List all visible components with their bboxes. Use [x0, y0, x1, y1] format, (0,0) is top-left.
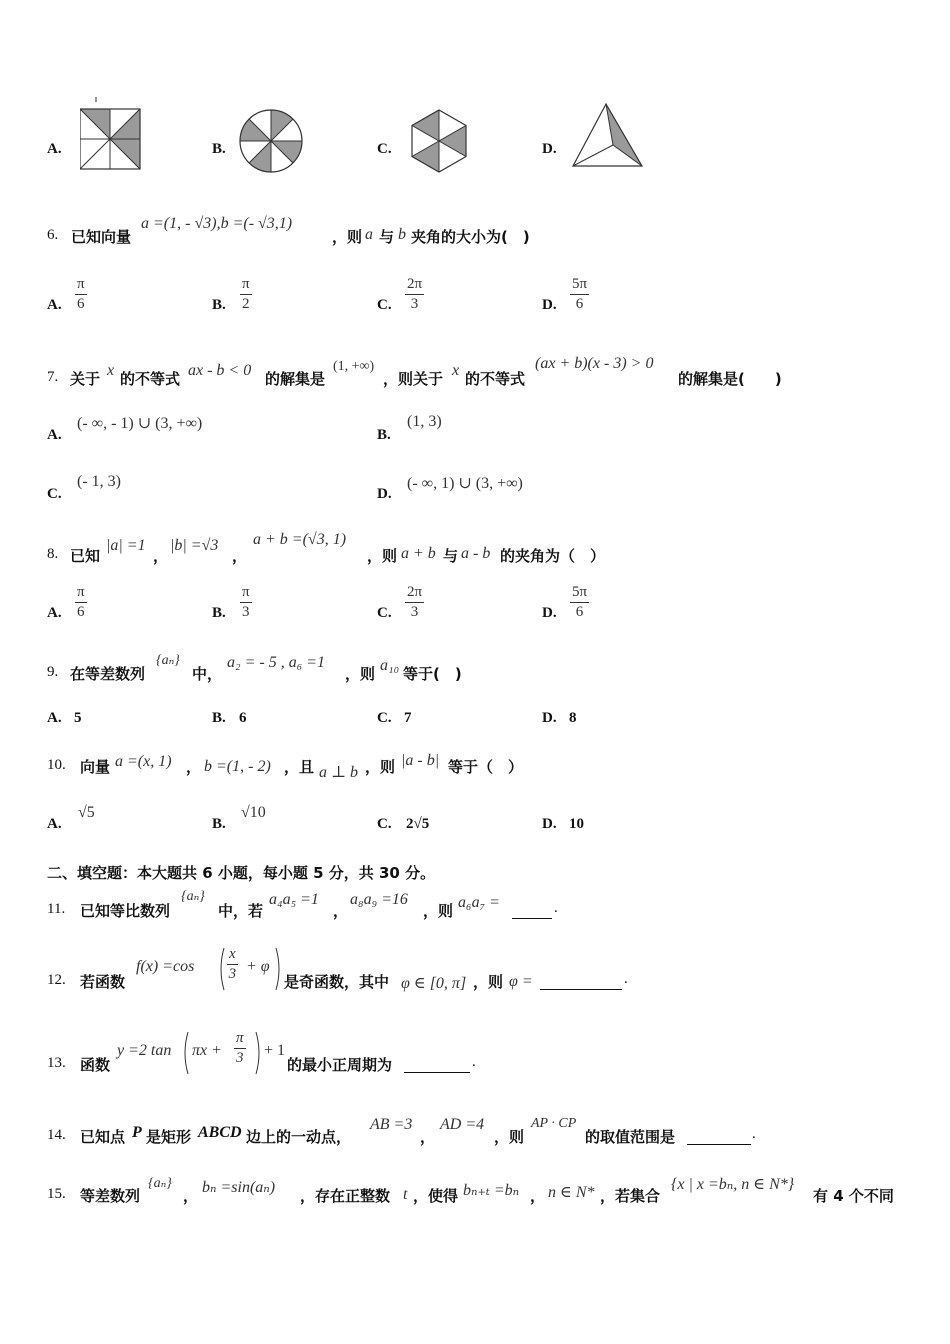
perpendicular-condition: a ⊥ b — [319, 764, 359, 781]
period: . — [752, 1126, 756, 1142]
constant-term: + 1 — [264, 1042, 286, 1059]
question-text: ，则 — [345, 665, 376, 683]
question-number: 7. — [47, 369, 59, 385]
denominator: 6 — [77, 296, 85, 312]
question-text: 若函数 — [80, 973, 126, 991]
option-a-label: A. — [47, 816, 62, 832]
fraction-x-over-3 — [227, 946, 238, 983]
denominator: 6 — [575, 296, 584, 312]
rectangle-abcd: ABCD — [198, 1124, 242, 1141]
separator: ， — [153, 547, 169, 565]
variable-t: t — [403, 1186, 408, 1203]
option-c-value: 7 — [404, 710, 412, 726]
vector-a: a =(x, 1) — [115, 753, 172, 770]
option-d-fraction — [570, 584, 589, 621]
question-text: ，存在正整数 — [300, 1187, 391, 1205]
set-definition: {x | x =bₙ, n ∈ N*} — [671, 1176, 795, 1193]
question-text: 与 — [443, 547, 459, 565]
option-b-label: B. — [212, 816, 226, 832]
denominator: 2 — [242, 296, 250, 312]
question-text: ，则 — [367, 547, 398, 565]
square-pinwheel-figure — [80, 96, 142, 174]
denominator: 3 — [242, 604, 250, 620]
numerator: π — [242, 276, 250, 292]
vector-a: a — [365, 226, 373, 243]
question-text: 是奇函数，其中 — [284, 973, 390, 991]
variable-x: x — [452, 362, 460, 379]
option-c-label: C. — [377, 297, 392, 313]
solution-set: (1, +∞) — [333, 359, 375, 374]
question-text: 的解集是 — [265, 370, 326, 388]
question-text: ，使得 — [413, 1187, 459, 1205]
numerator: 5π — [572, 584, 588, 600]
answer-blank[interactable] — [540, 971, 622, 990]
option-b-fraction — [240, 276, 252, 313]
figure-option-d-label: D. — [542, 141, 557, 157]
option-c-value: 2√5 — [406, 816, 430, 832]
option-a-label: A. — [47, 710, 62, 726]
magnitude-a: |a| =1 — [106, 537, 146, 554]
option-a-value: 5 — [74, 710, 82, 726]
option-d-value: 10 — [569, 816, 584, 832]
option-b-label: B. — [212, 297, 226, 313]
option-a-value: √5 — [78, 804, 95, 821]
period: . — [624, 971, 628, 987]
question-text: 等于（ ） — [448, 758, 524, 776]
period: . — [554, 900, 558, 916]
numerator: 2π — [407, 584, 423, 600]
question-text: 的取值范围是 — [585, 1128, 676, 1146]
side-ab: AB =3 — [370, 1116, 413, 1133]
option-c-label: C. — [377, 710, 392, 726]
numerator: 2π — [407, 276, 423, 292]
tan-function: y =2 tan — [117, 1042, 172, 1059]
vector-sum: a + b =(√3, 1) — [253, 531, 347, 548]
question-text: 边上的一动点， — [246, 1128, 352, 1146]
variable-x: x — [107, 362, 115, 379]
figure-option-a-label: A. — [47, 141, 62, 157]
point-p: P — [132, 1124, 142, 1141]
question-text: 有 4 个不同 — [813, 1187, 894, 1205]
question-text: 已知 — [70, 547, 101, 565]
phase-term: + φ — [246, 958, 270, 975]
question-number: 15. — [47, 1186, 66, 1202]
vector-expression: a - b — [461, 545, 491, 562]
question-text: ，则关于 — [383, 370, 444, 388]
inequality: ax - b < 0 — [188, 362, 252, 379]
answer-blank[interactable] — [404, 1054, 470, 1073]
denominator: 3 — [236, 1050, 244, 1066]
function-definition: f(x) =cos — [136, 958, 195, 975]
answer-blank[interactable] — [687, 1126, 751, 1145]
dot-product: AP · CP — [531, 1116, 577, 1131]
question-text: ，则 — [423, 902, 454, 920]
question-text: ，若集合 — [600, 1187, 661, 1205]
option-b-value: √10 — [241, 804, 266, 821]
phase-answer: φ = — [509, 973, 533, 990]
circle-sector-figure — [238, 108, 304, 174]
option-d-label: D. — [542, 605, 557, 621]
numerator: π — [77, 584, 85, 600]
sequence: {aₙ} — [181, 889, 205, 904]
vector-expression: a =(1, - √3),b =(- √3,1) — [141, 215, 293, 232]
target-term: a₁₀ — [380, 657, 400, 674]
question-text: 函数 — [80, 1056, 111, 1074]
triangle-figure — [568, 100, 648, 172]
question-text: 的最小正周期为 — [287, 1056, 393, 1074]
question-text: ，且 — [284, 758, 315, 776]
separator: ， — [530, 1187, 546, 1205]
section-heading: 二、填空题：本大题共 6 小题，每小题 5 分，共 30 分。 — [47, 864, 436, 882]
question-text: 中，若 — [218, 902, 264, 920]
given-product: a₈a₉ =16 — [350, 891, 408, 908]
denominator: 3 — [410, 604, 419, 620]
question-text: 的解集是( ) — [678, 370, 782, 388]
option-d-value: (- ∞, 1) ∪ (3, +∞) — [407, 475, 523, 492]
question-text: 的不等式 — [465, 370, 526, 388]
separator: ， — [333, 902, 349, 920]
periodic-condition: bₙ₊ₜ =bₙ — [463, 1182, 520, 1199]
vector-expression: a + b — [401, 545, 436, 562]
option-d-label: D. — [377, 486, 392, 502]
magnitude-b: |b| =√3 — [170, 537, 219, 554]
separator: ， — [420, 1128, 436, 1146]
option-c-fraction — [405, 276, 424, 313]
option-b-label: B. — [377, 427, 391, 443]
option-a-fraction — [75, 584, 87, 621]
question-number: 8. — [47, 546, 59, 562]
question-text: 关于 — [70, 370, 101, 388]
option-b-label: B. — [212, 710, 226, 726]
numerator: 5π — [572, 276, 588, 292]
question-text: 已知向量 — [71, 228, 132, 246]
tan-argument: πx + — [192, 1042, 222, 1059]
figure-option-b-label: B. — [212, 141, 226, 157]
fraction-pi-over-3 — [234, 1030, 246, 1067]
denominator: 3 — [410, 296, 419, 312]
denominator: 6 — [77, 604, 85, 620]
question-text: 等差数列 — [80, 1187, 141, 1205]
option-a-label: A. — [47, 427, 62, 443]
sequence-b-definition: bₙ =sin(aₙ) — [202, 1179, 276, 1196]
option-c-label: C. — [377, 816, 392, 832]
vector-b: b =(1, - 2) — [204, 758, 271, 775]
option-c-value: (- 1, 3) — [77, 473, 121, 490]
denominator: 3 — [228, 966, 237, 982]
option-b-value: 6 — [239, 710, 247, 726]
given-product: a₄a₅ =1 — [269, 891, 319, 908]
option-c-label: C. — [377, 605, 392, 621]
question-text: ，则 — [332, 228, 363, 246]
question-number: 11. — [47, 901, 66, 917]
question-text: 等于( ) — [403, 665, 462, 683]
option-c-label: C. — [47, 486, 62, 502]
question-number: 6. — [47, 227, 59, 243]
separator: ， — [186, 758, 202, 776]
target-product: a₆a₇ = — [458, 894, 500, 911]
denominator: 6 — [575, 604, 584, 620]
question-text: ，则 — [494, 1128, 525, 1146]
option-c-fraction — [405, 584, 424, 621]
option-d-value: 8 — [569, 710, 577, 726]
question-number: 9. — [47, 664, 59, 680]
question-number: 14. — [47, 1127, 66, 1143]
question-number: 10. — [47, 757, 66, 773]
numerator: π — [236, 1030, 244, 1046]
phase-range: φ ∈ [0, π] — [401, 975, 467, 992]
question-text: 已知点 — [80, 1128, 126, 1146]
period: . — [472, 1054, 476, 1070]
separator: ， — [183, 1187, 199, 1205]
option-d-label: D. — [542, 816, 557, 832]
question-number: 13. — [47, 1055, 66, 1071]
vector-difference-magnitude: |a - b| — [401, 752, 440, 769]
sequence: {aₙ} — [148, 1176, 172, 1191]
numerator: x — [229, 946, 236, 962]
question-number: 12. — [47, 972, 66, 988]
answer-blank[interactable] — [512, 900, 552, 919]
question-text: 是矩形 — [146, 1128, 192, 1146]
figure-option-c-label: C. — [377, 141, 392, 157]
inequality: (ax + b)(x - 3) > 0 — [535, 355, 654, 372]
hexagon-figure — [408, 108, 470, 174]
option-d-fraction — [570, 276, 589, 313]
question-text: 已知等比数列 — [80, 902, 171, 920]
option-d-label: D. — [542, 297, 557, 313]
option-d-label: D. — [542, 710, 557, 726]
option-a-label: A. — [47, 605, 62, 621]
question-text: 向量 — [80, 758, 111, 776]
option-b-label: B. — [212, 605, 226, 621]
question-text: 的夹角为（ ） — [500, 547, 606, 565]
numerator: π — [77, 276, 85, 292]
n-domain: n ∈ N* — [548, 1184, 595, 1201]
question-text: ，则 — [473, 973, 504, 991]
vector-b: b — [398, 226, 406, 243]
question-text: 的不等式 — [120, 370, 181, 388]
question-text: 夹角的大小为( ) — [411, 228, 530, 246]
option-a-value: (- ∞, - 1) ∪ (3, +∞) — [77, 415, 203, 432]
option-b-fraction — [240, 584, 252, 621]
question-text: ，则 — [365, 758, 396, 776]
separator: ， — [232, 547, 248, 565]
given-terms: a₂ = - 5 , a₆ =1 — [227, 654, 326, 671]
option-a-label: A. — [47, 297, 62, 313]
option-a-fraction — [75, 276, 87, 313]
numerator: π — [242, 584, 250, 600]
question-text: 中， — [192, 665, 223, 683]
sequence: {aₙ} — [156, 653, 180, 668]
option-b-value: (1, 3) — [407, 413, 442, 430]
question-text: 在等差数列 — [70, 665, 146, 683]
question-text: 与 — [379, 228, 395, 246]
side-ad: AD =4 — [440, 1116, 485, 1133]
